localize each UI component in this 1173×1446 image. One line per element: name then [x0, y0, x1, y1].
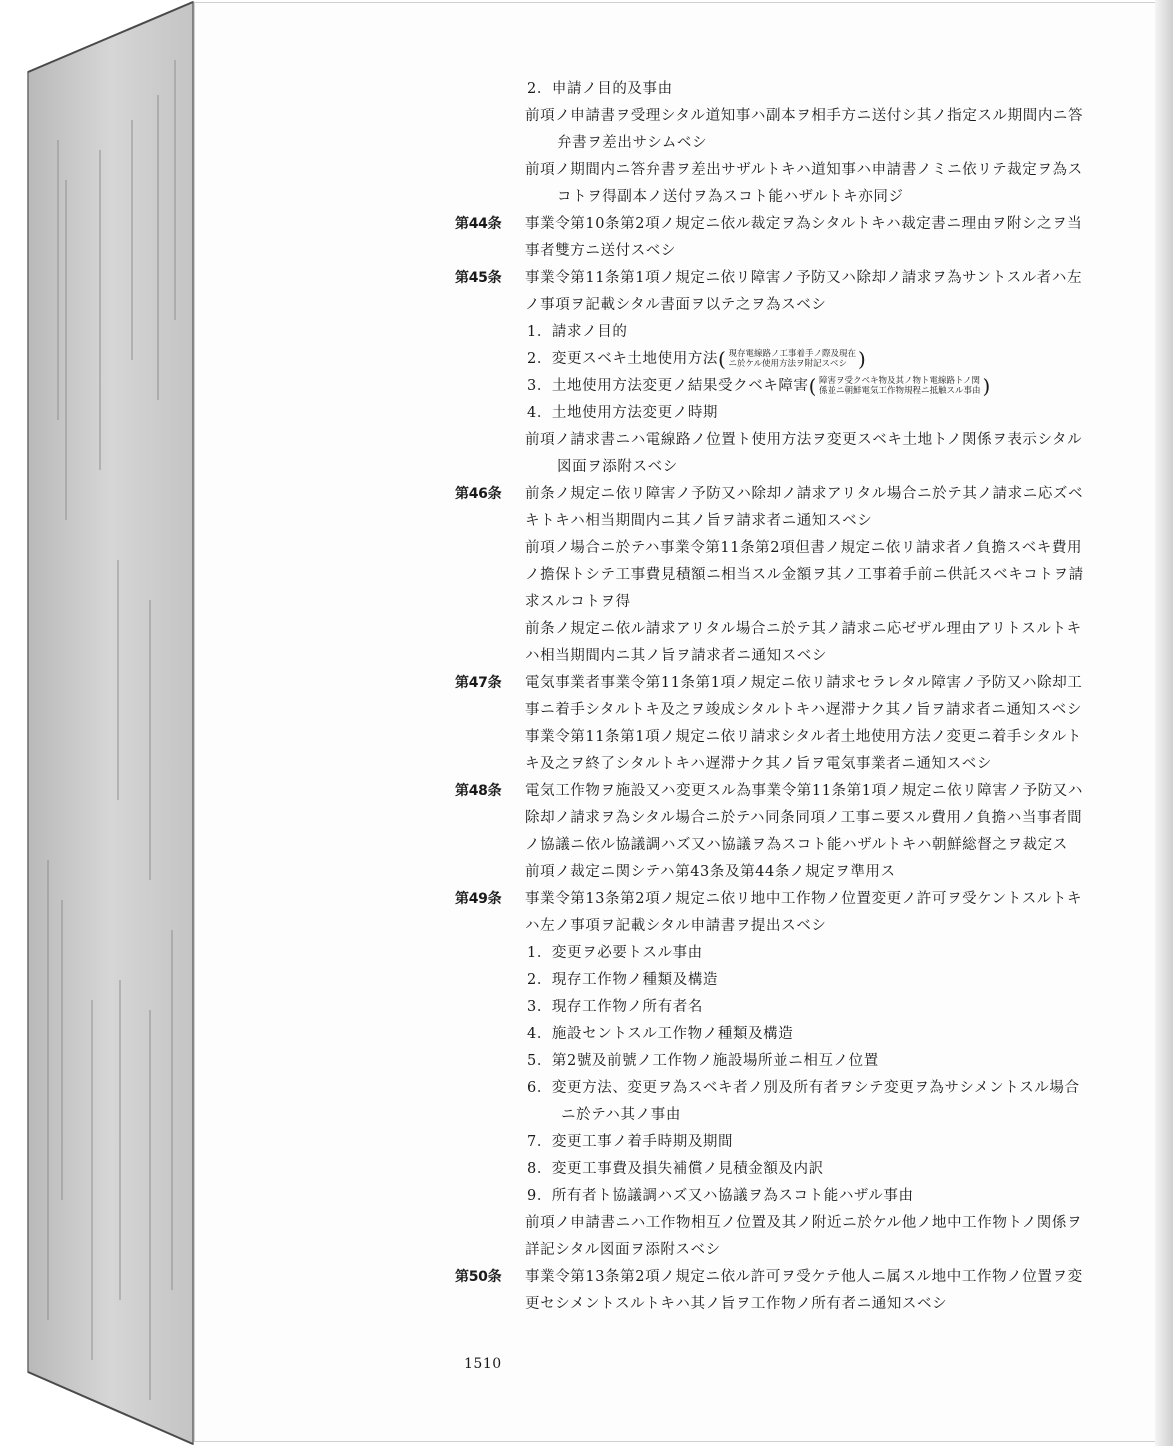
article-line: [455, 1264, 1135, 1291]
paragraph-text: キトキハ相当期間内ニ其ノ旨ヲ請求者ニ通知スベシ: [525, 513, 873, 529]
article-line: [455, 778, 1135, 805]
text-line: [455, 616, 1135, 643]
article-number: 第44条: [455, 216, 502, 232]
paragraph-text: 事業令第10条第2項ノ規定ニ依ル裁定ヲ為シタルトキハ裁定書ニ理由ヲ附シ之ヲ当: [525, 216, 1083, 232]
text-line: [455, 400, 1135, 427]
text-line: [455, 1210, 1135, 1237]
list-item-text: 7．変更工事ノ着手時期及期間: [527, 1134, 734, 1150]
list-item-text: 9．所有者ト協議調ハズ又ハ協議ヲ為スコト能ハザル事由: [527, 1188, 914, 1204]
text-line: [455, 1129, 1135, 1156]
text-line: [455, 427, 1135, 454]
text-line: [455, 805, 1135, 832]
paragraph-text: 前項ノ期間内ニ答弁書ヲ差出サザルトキハ道知事ハ申請書ノミニ依リテ裁定ヲ為ス: [525, 162, 1083, 178]
text-line: [455, 643, 1135, 670]
text-line: [455, 103, 1135, 130]
paragraph-text: 前項ノ場合ニ於テハ事業令第11条第2項但書ノ規定ニ依リ請求者ノ負擔スベキ費用: [525, 540, 1083, 556]
list-item-text: ニ於テハ其ノ事由: [561, 1107, 681, 1123]
inline-note: [817, 376, 983, 396]
text-line: [455, 697, 1135, 724]
text-line: [455, 319, 1135, 346]
paragraph-text: コトヲ得副本ノ送付ヲ為スコト能ハザルトキ亦同ジ: [557, 189, 904, 205]
text-line: [455, 1048, 1135, 1075]
paragraph-text: ノ擔保トシテ工事費見積額ニ相当スル金額ヲ其ノ工事着手前ニ供託スベキコトヲ請: [525, 567, 1084, 583]
list-item-text: 8．変更工事費及損失補償ノ見積金額及内訳: [527, 1161, 824, 1177]
article-line: [455, 481, 1135, 508]
text-line: [455, 724, 1135, 751]
list-item-text: 4．施設セントスル工作物ノ種類及構造: [527, 1026, 794, 1042]
text-line: [455, 373, 1135, 400]
text-line: [455, 1102, 1135, 1129]
paragraph-text: キ及之ヲ終了シタルトキハ遅滞ナク其ノ旨ヲ電気事業者ニ通知スベシ: [525, 756, 992, 772]
text-line: [455, 832, 1135, 859]
text-line: [455, 913, 1135, 940]
paragraph-text: 前条ノ規定ニ依リ障害ノ予防又ハ除却ノ請求アリタル場合ニ於テ其ノ請求ニ応ズベ: [525, 486, 1084, 502]
text-line: [455, 1237, 1135, 1264]
text-line: [455, 157, 1135, 184]
article-number: 第49条: [455, 891, 502, 907]
article-line: [455, 670, 1135, 697]
note-line: ニ於ケル使用方法ヲ附記スベシ: [728, 359, 848, 369]
text-line: [455, 292, 1135, 319]
paragraph-text: 前条ノ規定ニ依ル請求アリタル場合ニ於テ其ノ請求ニ応ゼザル理由アリトスルトキ: [525, 621, 1082, 637]
text-line: [455, 76, 1135, 103]
list-item-text: 1．請求ノ目的: [527, 324, 628, 340]
paragraph-text: 求スルコトヲ得: [525, 594, 631, 610]
text-line: [455, 1075, 1135, 1102]
paragraph-text: ハ左ノ事項ヲ記載シタル申請書ヲ提出スベシ: [525, 918, 827, 934]
list-item-text: 3．現存工作物ノ所有者名: [527, 999, 703, 1015]
paragraph-text: ノ事項ヲ記載シタル書面ヲ以テ之ヲ為スベシ: [525, 297, 827, 313]
article-number: 第47条: [455, 675, 502, 691]
text-line: [455, 1021, 1135, 1048]
paragraph-text: 弁書ヲ差出サシムベシ: [557, 135, 708, 151]
text-line: [455, 130, 1135, 157]
note-line: 係並ニ朝鮮電気工作物規程ニ抵触スル事由: [819, 386, 981, 396]
paragraph-text: 更セシメントスルトキハ其ノ旨ヲ工作物ノ所有者ニ通知スベシ: [525, 1296, 948, 1312]
article-number: 第48条: [455, 783, 502, 799]
text-line: [455, 1183, 1135, 1210]
text-line: [455, 346, 1135, 373]
text-line: [455, 1156, 1135, 1183]
page-edge-shadow: [1155, 0, 1173, 1446]
page-number: 1510: [464, 1356, 502, 1372]
article-number: 第50条: [455, 1269, 502, 1285]
list-item-text: 2．現存工作物ノ種類及構造: [527, 972, 719, 988]
list-item-text: 5．第2號及前號ノ工作物ノ施設場所並ニ相互ノ位置: [527, 1053, 879, 1069]
text-line: [455, 859, 1135, 886]
note-line: 現存電線路ノ工事着手ノ際及現在: [728, 349, 856, 359]
paragraph-text: ノ協議ニ依ル協議調ハズ又ハ協議ヲ為スコト能ハザルトキハ朝鮮総督之ヲ裁定ス: [525, 837, 1068, 853]
inline-note: [726, 349, 858, 369]
paragraph-text: 事業令第13条第2項ノ規定ニ依リ地中工作物ノ位置変更ノ許可ヲ受ケントスルトキ: [525, 891, 1083, 907]
text-line: [455, 940, 1135, 967]
paragraph-text: 前項ノ申請書ニハ工作物相互ノ位置及其ノ附近ニ於ケル他ノ地中工作物トノ関係ヲ: [525, 1215, 1083, 1231]
text-line: [455, 1291, 1135, 1318]
paragraph-text: 前項ノ請求書ニハ電線路ノ位置ト使用方法ヲ変更スベキ土地トノ関係ヲ表示シタル: [525, 432, 1083, 448]
list-item-text: 1．変更ヲ必要トスル事由: [527, 945, 703, 961]
article-line: [455, 265, 1135, 292]
text-line: [455, 454, 1135, 481]
paragraph-text: 事ニ着手シタルトキ及之ヲ竣成シタルトキハ遅滞ナク其ノ旨ヲ請求者ニ通知スベシ: [525, 702, 1082, 718]
list-item-text: 2．変更スベキ土地使用方法: [527, 351, 719, 367]
paragraph-text: 除却ノ請求ヲ為シタル場合ニ於テハ同条同項ノ工事ニ要スル費用ノ負擔ハ当事者間: [525, 810, 1083, 826]
article-line: [455, 886, 1135, 913]
regulation-text: [455, 76, 1135, 1318]
text-line: [455, 589, 1135, 616]
paragraph-text: 前項ノ裁定ニ関シテハ第43条及第44条ノ規定ヲ準用ス: [525, 864, 896, 880]
book-edge-illustration: [0, 0, 200, 1446]
article-number: 第45条: [455, 270, 502, 286]
note-line: 障害ヲ受クベキ物及其ノ物ト電線路トノ関: [819, 376, 981, 386]
list-item-with-note: 2．変更スベキ土地使用方法( 現存電線路ノ工事着手ノ際及現在 ニ於ケル使用方法ヲ附記スベシ ): [527, 347, 867, 371]
paragraph-text: ハ相当期間内ニ其ノ旨ヲ請求者ニ通知スベシ: [525, 648, 827, 664]
text-line: [455, 751, 1135, 778]
paragraph-text: 図面ヲ添附スベシ: [557, 459, 678, 475]
paragraph-text: 事者雙方ニ送付スベシ: [525, 243, 676, 259]
list-item-text: 6．変更方法、変更ヲ為スベキ者ノ別及所有者ヲシテ変更ヲ為サシメントスル場合: [527, 1080, 1080, 1096]
paragraph-text: 電気事業者事業令第11条第1項ノ規定ニ依リ請求セラレタル障害ノ予防又ハ除却工: [525, 675, 1083, 691]
text-line: [455, 238, 1135, 265]
article-line: [455, 211, 1135, 238]
paragraph-text: 事業令第11条第1項ノ規定ニ依リ障害ノ予防又ハ除却ノ請求ヲ為サントスル者ハ左: [525, 270, 1083, 286]
article-number: 第46条: [455, 486, 502, 502]
paragraph-text: 前項ノ申請書ヲ受理シタル道知事ハ副本ヲ相手方ニ送付シ其ノ指定スル期間内ニ答: [525, 108, 1084, 124]
paragraph-text: 詳記シタル図面ヲ添附スベシ: [525, 1242, 721, 1258]
text-line: [455, 535, 1135, 562]
paragraph-text: 事業令第13条第2項ノ規定ニ依ル許可ヲ受ケテ他人ニ属スル地中工作物ノ位置ヲ変: [525, 1269, 1083, 1285]
paragraph-text: 電気工作物ヲ施設又ハ変更スル為事業令第11条第1項ノ規定ニ依リ障害ノ予防又ハ: [525, 783, 1083, 799]
text-line: [455, 994, 1135, 1021]
text-line: [455, 562, 1135, 589]
list-item-text: 3．土地使用方法変更ノ結果受クベキ障害: [527, 378, 809, 394]
text-line: [455, 967, 1135, 994]
text-line: [455, 508, 1135, 535]
list-item-text: 2．申請ノ目的及事由: [527, 81, 673, 97]
list-item-with-note: 3．土地使用方法変更ノ結果受クベキ障害( 障害ヲ受クベキ物及其ノ物ト電線路トノ関 係並ニ朝鮮電気工作物規程ニ抵触スル事由 ): [527, 374, 991, 398]
text-line: [455, 184, 1135, 211]
list-item-text: 4．土地使用方法変更ノ時期: [527, 405, 719, 421]
paragraph-text: 事業令第11条第1項ノ規定ニ依リ請求シタル者土地使用方法ノ変更ニ着手シタルト: [525, 729, 1082, 745]
